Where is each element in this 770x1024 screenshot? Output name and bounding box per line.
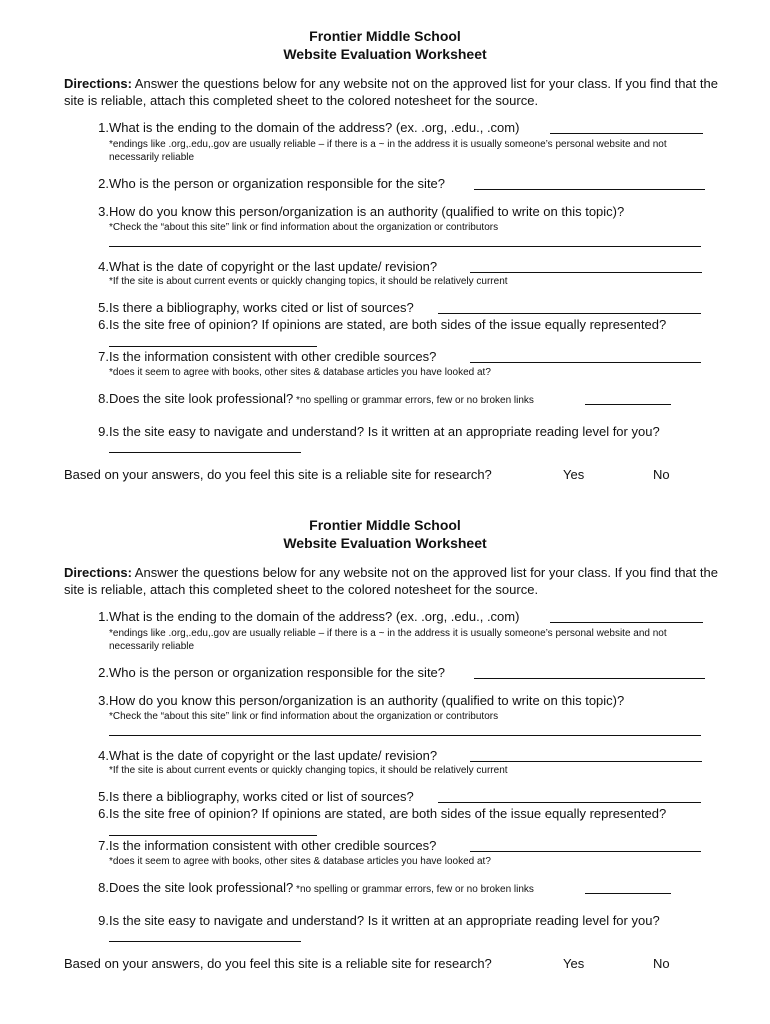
worksheet-title: Website Evaluation Worksheet	[283, 535, 487, 551]
question-4-note: *If the site is about current events or quickly changing topics, it should be relatively current	[109, 765, 508, 776]
reliability-question: Based on your answers, do you feel this site is a reliable site for research?	[64, 467, 492, 482]
worksheet-title: Website Evaluation Worksheet	[283, 46, 487, 62]
question-7: 7. Is the information consistent with other credible sources?	[98, 838, 437, 853]
no-option[interactable]: No	[653, 467, 670, 482]
answer-line-5[interactable]	[438, 802, 701, 803]
question-1-note: *endings like .org,.edu,.gov are usually reliable – if there is a ~ in the address it is usually someone’s personal website and not necessarily reliable	[109, 628, 667, 652]
question-6: 6. Is the site free of opinion? If opinions are stated, are both sides of the issue equally represented?	[98, 806, 667, 821]
question-3-note: *Check the “about this site” link or find information about the organization or contributors	[109, 711, 499, 722]
answer-line-2[interactable]	[474, 678, 705, 679]
question-7-note: *does it seem to agree with books, other sites & database articles you have looked at?	[109, 367, 491, 378]
worksheet-top	[0, 0, 770, 489]
question-8: 8. Does the site look professional? *no spelling or grammar errors, few or no broken links	[98, 880, 534, 895]
school-name: Frontier Middle School	[309, 28, 461, 44]
question-8: 8. Does the site look professional? *no spelling or grammar errors, few or no broken links	[98, 391, 534, 406]
answer-line-9[interactable]	[109, 941, 301, 942]
directions-label: Directions:	[64, 76, 132, 91]
yes-option[interactable]: Yes	[563, 956, 585, 971]
question-9: 9. Is the site easy to navigate and understand? Is it written at an appropriate reading level for you?	[98, 913, 660, 928]
question-2: 2. Who is the person or organization responsible for the site?	[98, 176, 446, 191]
question-1-note: *endings like .org,.edu,.gov are usually reliable – if there is a ~ in the address it is usually someone’s personal website and not necessarily reliable	[109, 139, 667, 163]
answer-line-8[interactable]	[585, 404, 671, 405]
question-3: 3. How do you know this person/organization is an authority (qualified to write on this topic)?	[98, 204, 625, 219]
answer-line-7[interactable]	[470, 851, 701, 852]
question-4: 4. What is the date of copyright or the last update/ revision?	[98, 259, 438, 274]
answer-line-8[interactable]	[585, 893, 671, 894]
answer-line-6[interactable]	[109, 835, 317, 836]
reliability-question: Based on your answers, do you feel this site is a reliable site for research?	[64, 956, 492, 971]
directions-text: Answer the questions below for any website not on the approved list for your class. If you find that the site is reliable, attach this completed sheet to the colored notesheet for the source.	[64, 565, 718, 597]
question-7: 7. Is the information consistent with other credible sources?	[98, 349, 437, 364]
question-8-note: *no spelling or grammar errors, few or no broken links	[293, 395, 534, 406]
question-5: 5. Is there a bibliography, works cited or list of sources?	[98, 300, 414, 315]
answer-line-3[interactable]	[109, 246, 701, 247]
school-name: Frontier Middle School	[309, 517, 461, 533]
yes-option[interactable]: Yes	[563, 467, 585, 482]
question-1: 1. What is the ending to the domain of the address? (ex. .org, .edu., .com)	[98, 120, 520, 135]
question-2: 2. Who is the person or organization responsible for the site?	[98, 665, 446, 680]
answer-line-9[interactable]	[109, 452, 301, 453]
question-3: 3. How do you know this person/organization is an authority (qualified to write on this topic)?	[98, 693, 625, 708]
answer-line-3[interactable]	[109, 735, 701, 736]
directions	[64, 564, 724, 598]
answer-line-2[interactable]	[474, 189, 705, 190]
question-4: 4. What is the date of copyright or the last update/ revision?	[98, 748, 438, 763]
question-5: 5. Is there a bibliography, works cited or list of sources?	[98, 789, 414, 804]
answer-line-1[interactable]	[550, 622, 703, 623]
answer-line-1[interactable]	[550, 133, 703, 134]
question-8-note: *no spelling or grammar errors, few or no broken links	[293, 884, 534, 895]
question-7-note: *does it seem to agree with books, other sites & database articles you have looked at?	[109, 856, 491, 867]
answer-line-7[interactable]	[470, 362, 701, 363]
question-6: 6. Is the site free of opinion? If opinions are stated, are both sides of the issue equally represented?	[98, 317, 667, 332]
directions	[64, 75, 724, 109]
answer-line-6[interactable]	[109, 346, 317, 347]
no-option[interactable]: No	[653, 956, 670, 971]
answer-line-5[interactable]	[438, 313, 701, 314]
question-4-note: *If the site is about current events or quickly changing topics, it should be relatively current	[109, 276, 508, 287]
worksheet-bottom	[0, 489, 770, 978]
question-1: 1. What is the ending to the domain of the address? (ex. .org, .edu., .com)	[98, 609, 520, 624]
directions-label: Directions:	[64, 565, 132, 580]
answer-line-4[interactable]	[470, 761, 702, 762]
answer-line-4[interactable]	[470, 272, 702, 273]
question-9: 9. Is the site easy to navigate and understand? Is it written at an appropriate reading level for you?	[98, 424, 660, 439]
directions-text: Answer the questions below for any website not on the approved list for your class. If you find that the site is reliable, attach this completed sheet to the colored notesheet for the source.	[64, 76, 718, 108]
question-3-note: *Check the “about this site” link or find information about the organization or contributors	[109, 222, 499, 233]
